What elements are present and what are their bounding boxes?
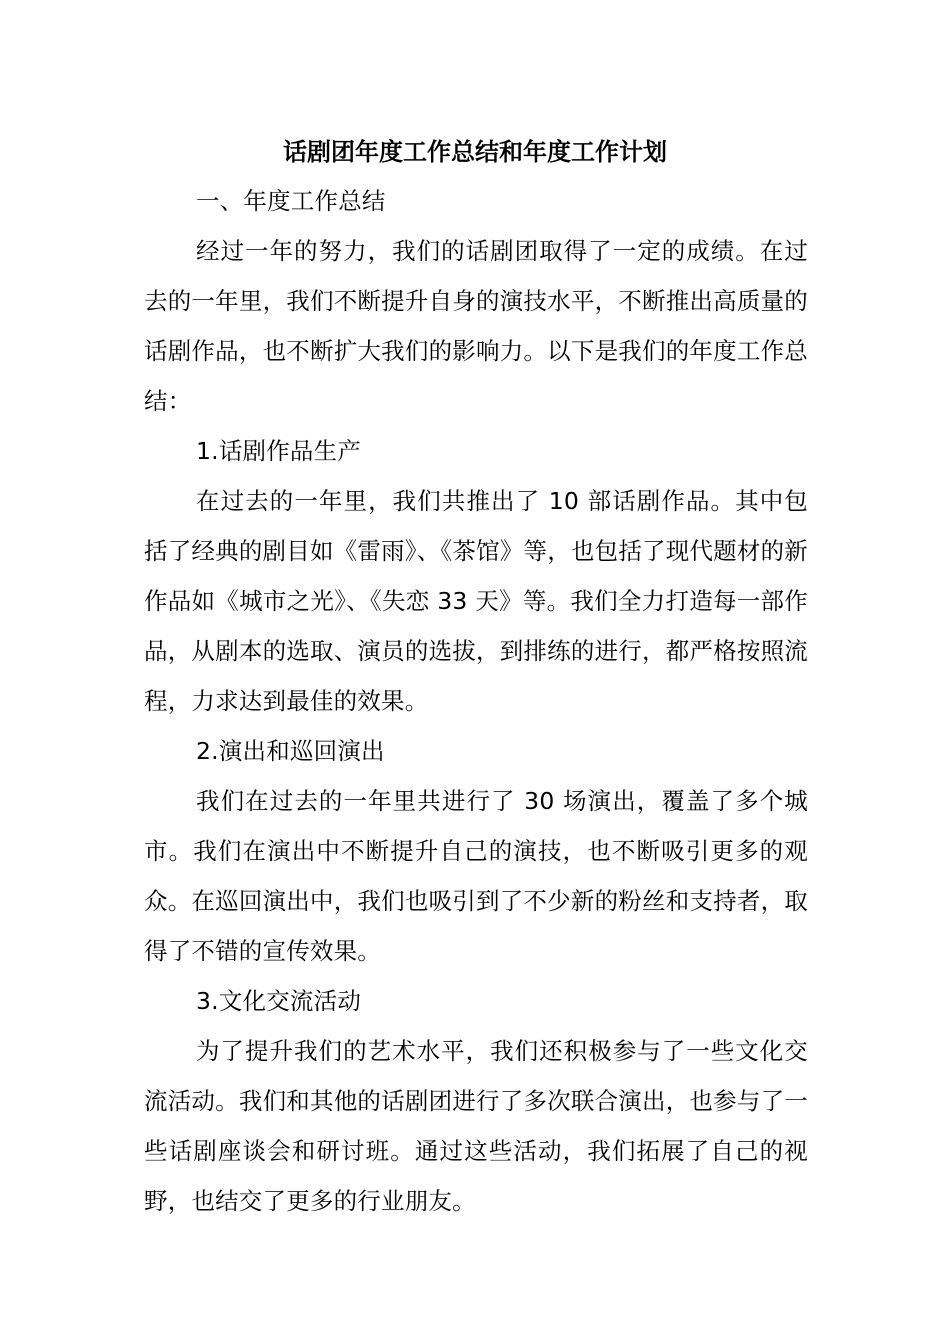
document-title: 话剧团年度工作总结和年度工作计划 [283,138,667,166]
subheading-cultural-exchange: 3.文化交流活动 [196,987,362,1015]
paragraph-cultural-exchange: 为了提升我们的艺术水平，我们还积极参与了一些文化交流活动。我们和其他的话剧团进行了多次联合演出，也参与了一些话剧座谈会和研讨班。通过这些活动，我们拓展了自己的视野，也结交了更多的行业朋友。 [144,1037,808,1215]
subheading-production: 1.话剧作品生产 [196,437,362,465]
subheading-performances: 2.演出和巡回演出 [196,737,385,765]
paragraph-production: 在过去的一年里，我们共推出了 10 部话剧作品。其中包括了经典的剧目如《雷雨》、《茶馆》等，也包括了现代题材的新作品如《城市之光》、《失恋 33 天》等。我们全力打造每一部作品，从剧本的选取、演员的选拔，到排练的进行，都严格按照流程，力求达到最佳的效果。 [144,487,808,715]
paragraph-performances: 我们在过去的一年里共进行了 30 场演出，覆盖了多个城市。我们在演出中不断提升自己的演技，也不断吸引更多的观众。在巡回演出中，我们也吸引到了不少新的粉丝和支持者，取得了不错的宣传效果。 [144,787,808,965]
section-heading-annual-summary: 一、年度工作总结 [196,187,386,215]
document-body [144,176,808,1226]
paragraph-intro: 经过一年的努力，我们的话剧团取得了一定的成绩。在过去的一年里，我们不断提升自身的演技水平，不断推出高质量的话剧作品，也不断扩大我们的影响力。以下是我们的年度工作总结： [144,237,808,415]
